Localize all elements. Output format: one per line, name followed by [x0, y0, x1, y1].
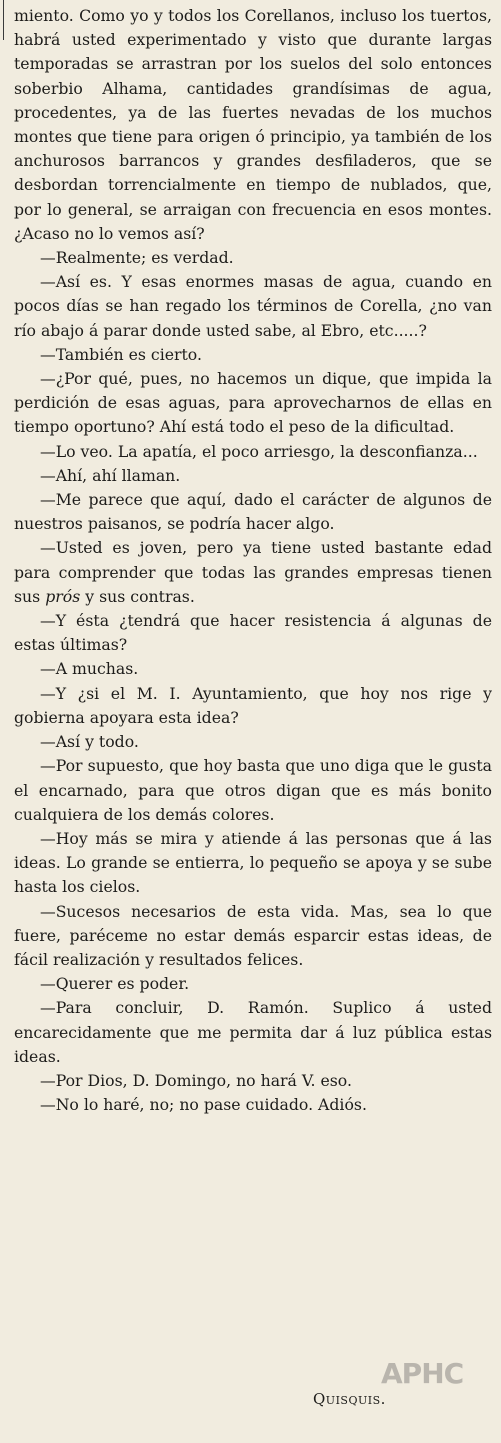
dialogue-line: —Realmente; es verdad. — [40, 248, 234, 268]
dialogue-line: —Así es. Y esas enormes masas de agua, cuando en pocos días se han regado los términos de Corella, ¿no van río abajo á parar donde usted sabe, al Ebro, etc.....? — [14, 272, 492, 340]
author-signature: Quisquis. — [313, 1390, 386, 1408]
dialogue-line: —Querer es poder. — [40, 974, 190, 994]
dialogue-line: —Ahí, ahí llaman. — [40, 465, 181, 485]
dialogue-line: —Por Dios, D. Domingo, no hará V. eso. — [40, 1070, 352, 1090]
italic-word: prós — [45, 586, 81, 606]
dialogue-line: —¿Por qué, pues, no hacemos un dique, que impida la perdición de esas aguas, para aprovecharnos de ellas en tiempo oportuno? Ahí está todo el peso de la dificultad. — [14, 369, 492, 437]
margin-rule — [3, 0, 4, 40]
paragraph-continuation: miento. Como yo y todos los Corellanos, incluso los tuertos, habrá usted experimentado y visto que durante largas temporadas se arrastran por los suelos del solo entonces soberbio Alhama, cantidades grandísimas de agua, procedentes, ya de las fuertes nevadas de los muchos montes que tiene para origen ó principio, ya también de los anchurosos barrancos y grandes desfiladeros, que se desbordan torrencialmente en tiempo de nublados, que, por lo general, se arraigan con frecuencia en esos montes. ¿Acaso no lo vemos así? — [14, 6, 492, 243]
dialogue-line: —Me parece que aquí, dado el carácter de algunos de nuestros paisanos, se podría hacer algo. — [14, 490, 492, 534]
archive-watermark: APHC — [381, 1357, 464, 1390]
dialogue-line: —Así y todo. — [40, 732, 139, 752]
dialogue-line: —A muchas. — [40, 659, 139, 679]
dialogue-text-tail: y sus contras. — [85, 586, 195, 606]
text-column — [14, 4, 492, 1117]
dialogue-line: —Sucesos necesarios de esta vida. Mas, sea lo que fuere, paréceme no estar demás esparcir estas ideas, de fácil realización y resultados felices. — [14, 901, 492, 969]
dialogue-line: —Y ¿si el M. I. Ayuntamiento, que hoy nos rige y gobierna apoyara esta idea? — [14, 683, 492, 727]
dialogue-line — [14, 536, 492, 609]
dialogue-line: —También es cierto. — [40, 344, 202, 364]
dialogue-line: —Y ésta ¿tendrá que hacer resistencia á algunas de estas últimas? — [14, 611, 492, 655]
dialogue-line: —Para concluir, D. Ramón. Suplico á usted encarecidamente que me permita dar á luz pública estas ideas. — [14, 998, 492, 1066]
dialogue-line: —Hoy más se mira y atiende á las personas que á las ideas. Lo grande se entierra, lo pequeño se apoya y se sube hasta los cielos. — [14, 828, 492, 897]
dialogue-text: —Usted es joven, pero ya tiene usted bastante edad para comprender que todas las grandes empresas tienen sus — [14, 538, 492, 606]
dialogue-line: —Por supuesto, que hoy basta que uno diga que le gusta el encarnado, para que otros digan que es más bonito cualquiera de los demás colores. — [14, 756, 492, 824]
dialogue-line: —Lo veo. La apatía, el poco arriesgo, la desconfianza... — [40, 441, 478, 461]
dialogue-line: —No lo haré, no; no pase cuidado. Adiós. — [40, 1095, 367, 1115]
